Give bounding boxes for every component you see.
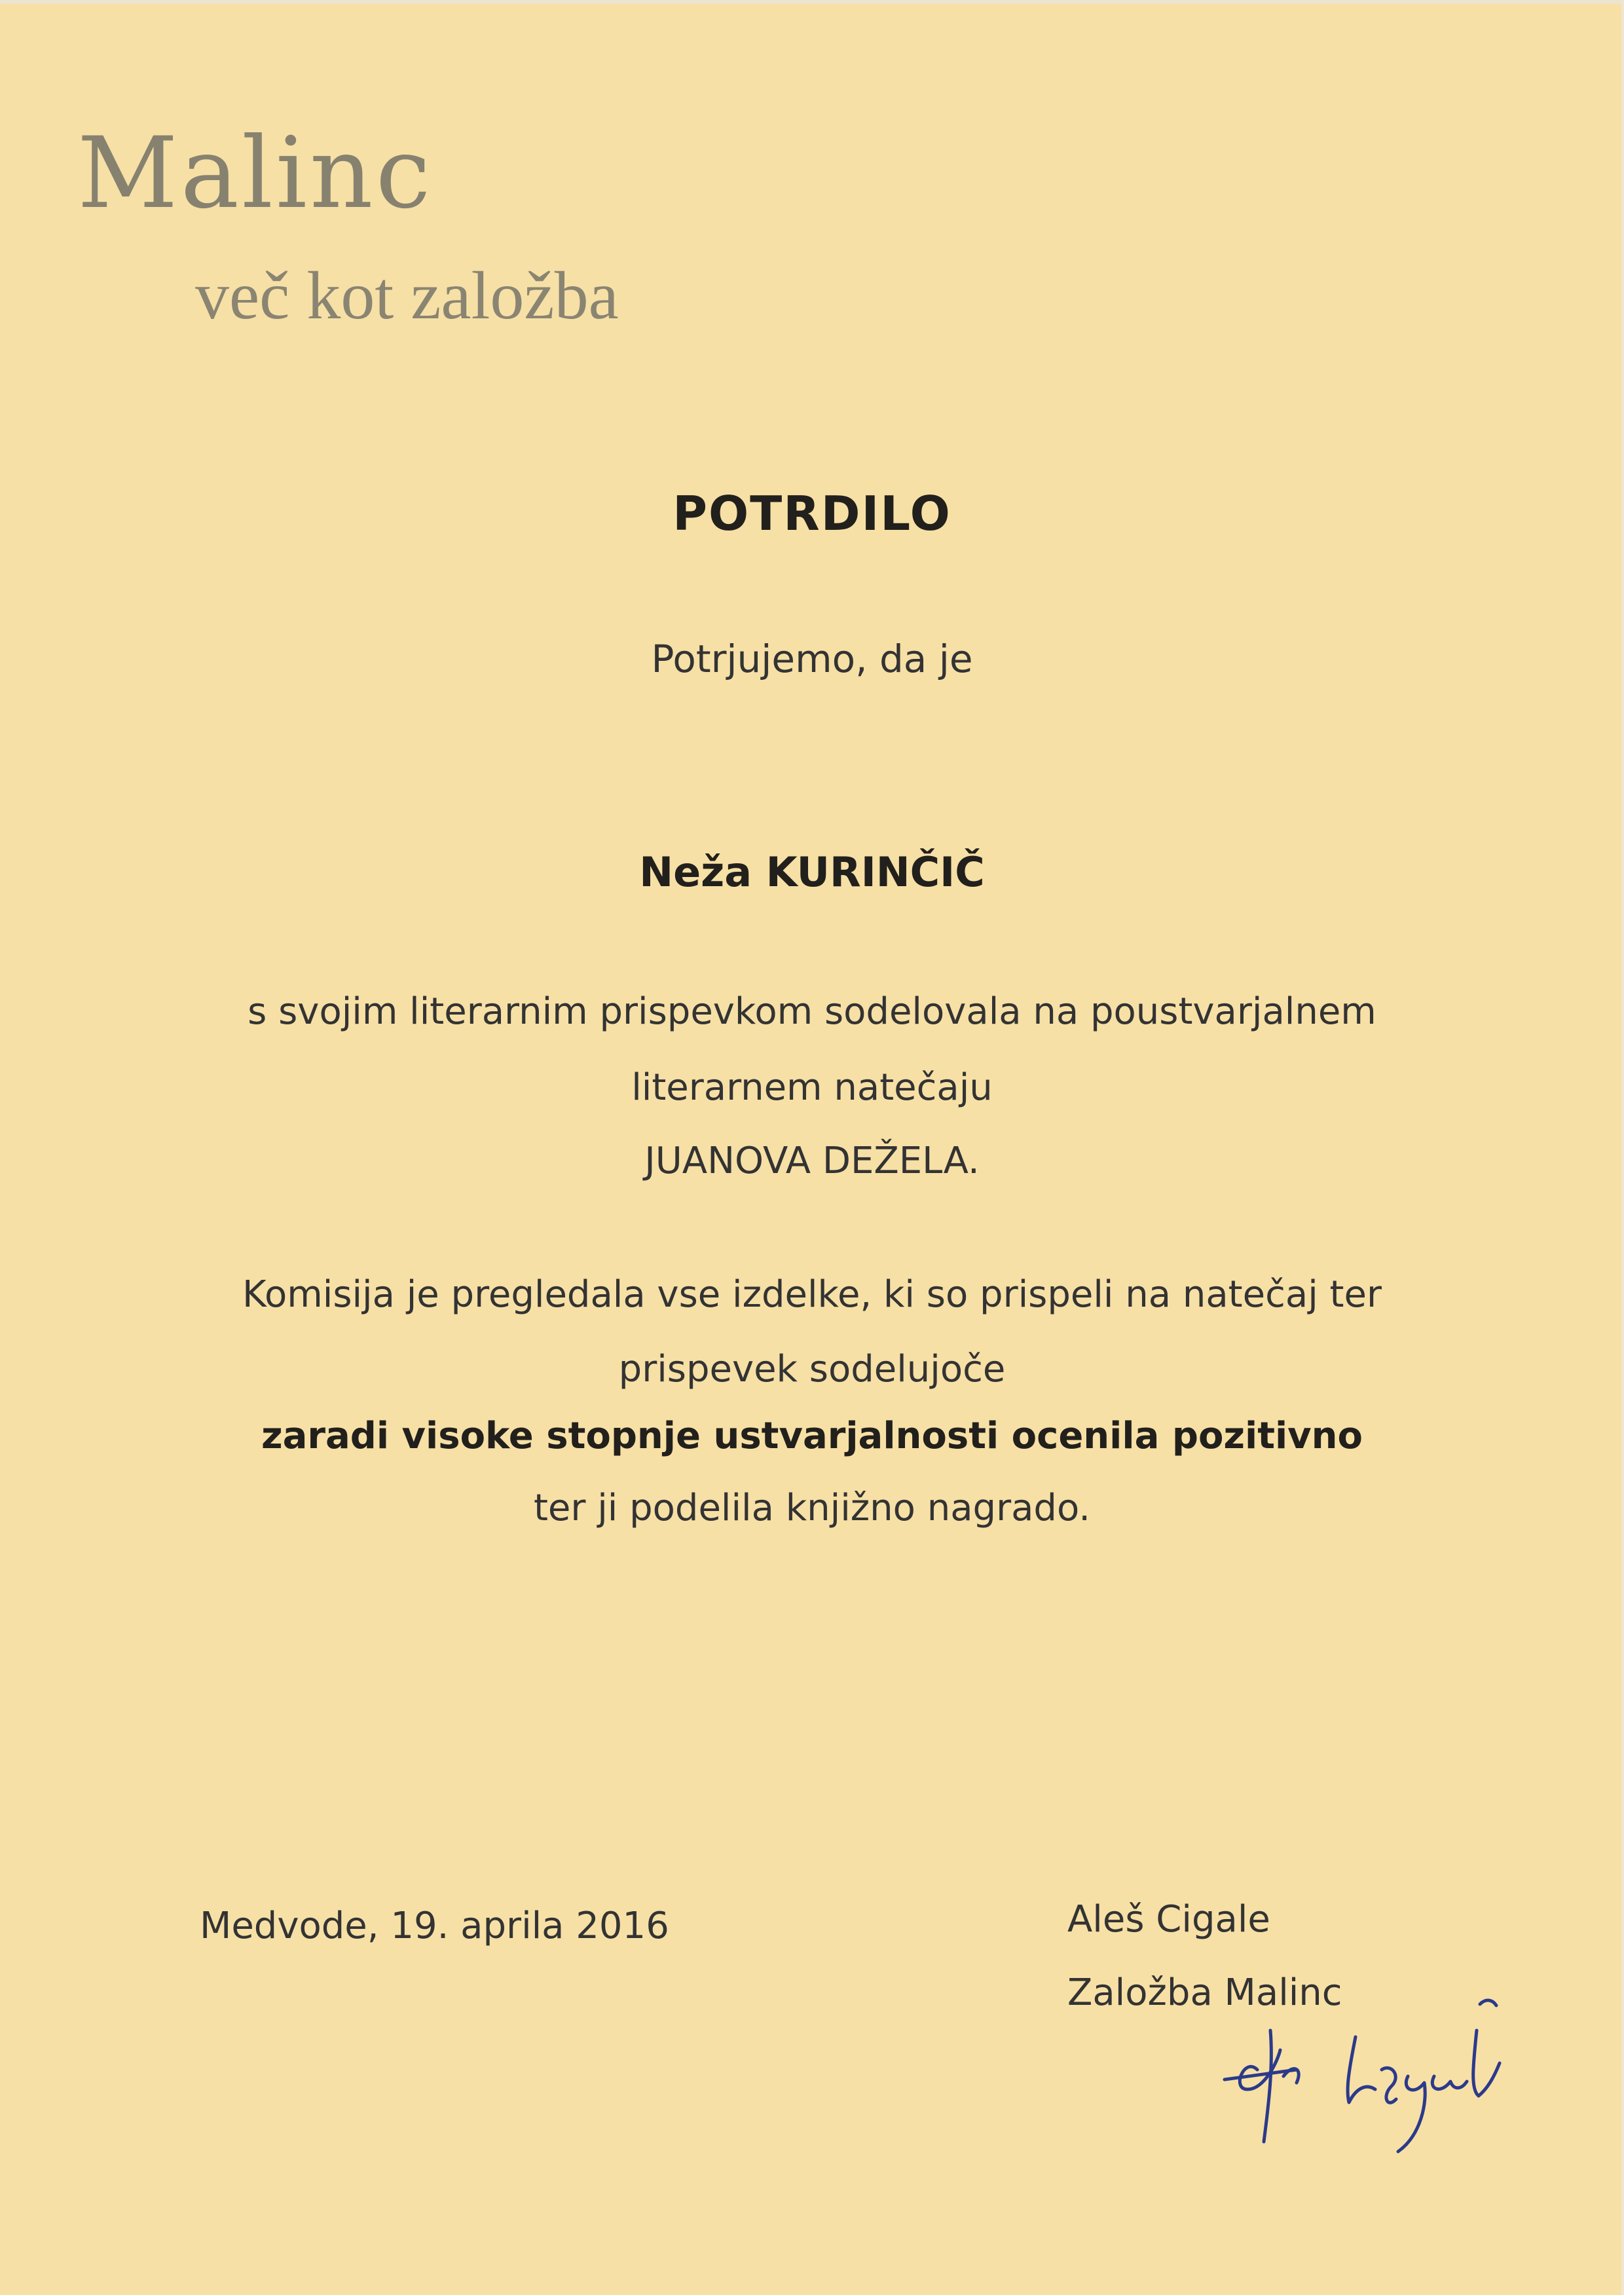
- body-line-4: Komisija je pregledala vse izdelke, ki so prispeli na natečaj ter: [242, 1273, 1382, 1316]
- evaluation-line: zaradi visoke stopnje ustvarjalnosti ocenila pozitivno: [261, 1415, 1363, 1457]
- paper-edge-top: [0, 0, 1624, 4]
- publisher-logo: Malinc: [77, 117, 434, 231]
- body-line-2: literarnem natečaju: [631, 1066, 993, 1109]
- signer-organization: Založba Malinc: [1067, 1971, 1342, 2014]
- contest-name: JUANOVA DEŽELA.: [644, 1140, 980, 1182]
- body-line-1: s svojim literarnim prispevkom sodelovala na poustvarjalnem: [248, 990, 1376, 1033]
- lead-text: Potrjujemo, da je: [651, 637, 973, 681]
- body-line-5: prispevek sodelujoče: [618, 1348, 1006, 1390]
- award-line: ter ji podelila knjižno nagrado.: [533, 1487, 1091, 1529]
- publisher-tagline: več kot založba: [195, 258, 619, 333]
- document-title: POTRDILO: [673, 486, 951, 541]
- place-and-date: Medvode, 19. aprila 2016: [200, 1905, 669, 1947]
- signer-name: Aleš Cigale: [1067, 1898, 1270, 1941]
- recipient-name: Neža KURINČIČ: [639, 848, 985, 896]
- handwritten-signature: [1218, 1991, 1532, 2161]
